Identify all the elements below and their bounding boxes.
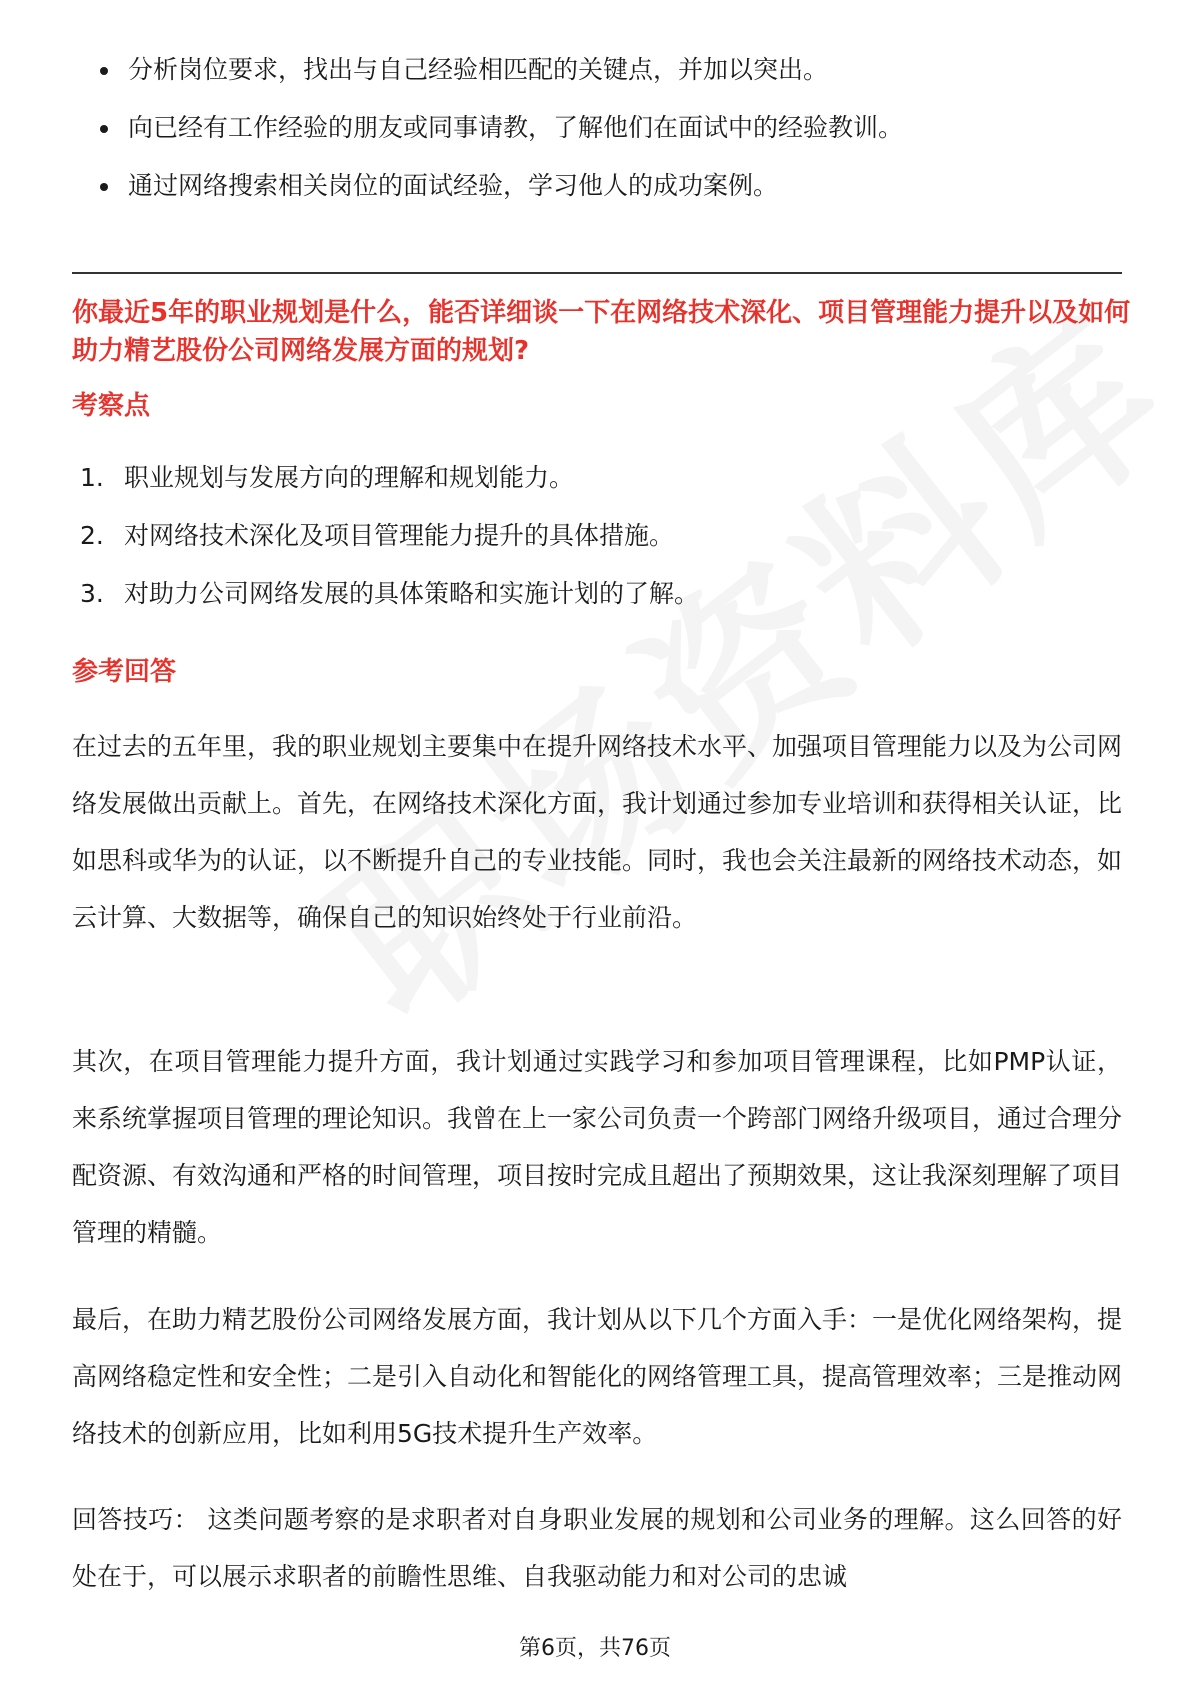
item-number: 1. bbox=[80, 463, 104, 492]
list-item bbox=[80, 460, 1120, 496]
assessment-points-heading: 考察点 bbox=[72, 391, 151, 421]
interview-question: 你最近5年的职业规划是什么，能否详细谈一下在网络技术深化、项目管理能力提升以及如何助力精艺股份公司网络发展方面的规划? bbox=[72, 298, 1131, 366]
reference-answer-heading: 参考回答 bbox=[72, 657, 177, 687]
bullet-text: 向已经有工作经验的朋友或同事请教，了解他们在面试中的经验教训。 bbox=[128, 113, 904, 142]
list-item bbox=[92, 110, 1122, 146]
item-text: 职业规划与发展方向的理解和规划能力。 bbox=[124, 463, 575, 492]
answer-paragraph: 其次，在项目管理能力提升方面，我计划通过实践学习和参加项目管理课程，比如PMP认证，来系统掌握项目管理的理论知识。我曾在上一家公司负责一个跨部门网络升级项目，通过合理分配资源、有效沟通和严格的时间管理，项目按时完成且超出了预期效果，这让我深刻理解了项目管理的精髓。 bbox=[72, 1047, 1123, 1247]
answer-tips-paragraph: 回答技巧： 这类问题考察的是求职者对自身职业发展的规划和公司业务的理解。这么回答的好处在于，可以展示求职者的前瞻性思维、自我驱动能力和对公司的忠诚 bbox=[72, 1505, 1122, 1591]
bullet-dot-icon bbox=[100, 67, 108, 75]
tips-bullet-list bbox=[92, 52, 1122, 226]
answer-paragraph: 在过去的五年里，我的职业规划主要集中在提升网络技术水平、加强项目管理能力以及为公司网络发展做出贡献上。首先，在网络技术深化方面，我计划通过参加专业培训和获得相关认证，比如思科或华为的认证，以不断提升自己的专业技能。同时，我也会关注最新的网络技术动态，如云计算、大数据等，确保自己的知识始终处于行业前沿。 bbox=[72, 732, 1123, 932]
list-item bbox=[92, 168, 1122, 204]
item-number: 2. bbox=[80, 521, 104, 550]
list-item bbox=[80, 518, 1120, 554]
bullet-text: 分析岗位要求，找出与自己经验相匹配的关键点，并加以突出。 bbox=[128, 55, 829, 84]
list-item bbox=[80, 576, 1120, 612]
answer-paragraph: 最后，在助力精艺股份公司网络发展方面，我计划从以下几个方面入手：一是优化网络架构，提高网络稳定性和安全性；二是引入自动化和智能化的网络管理工具，提高管理效率；三是推动网络技术的创新应用，比如利用5G技术提升生产效率。 bbox=[72, 1305, 1123, 1448]
item-text: 对助力公司网络发展的具体策略和实施计划的了解。 bbox=[124, 579, 700, 608]
bullet-dot-icon bbox=[100, 183, 108, 191]
item-text: 对网络技术深化及项目管理能力提升的具体措施。 bbox=[124, 521, 675, 550]
page-number-footer: 第6页，共76页 bbox=[519, 1636, 671, 1661]
bullet-text: 通过网络搜索相关岗位的面试经验，学习他人的成功案例。 bbox=[128, 171, 779, 200]
bullet-dot-icon bbox=[100, 125, 108, 133]
section-divider bbox=[72, 272, 1122, 274]
list-item bbox=[92, 52, 1122, 88]
item-number: 3. bbox=[80, 579, 104, 608]
assessment-points-list bbox=[80, 460, 1120, 634]
